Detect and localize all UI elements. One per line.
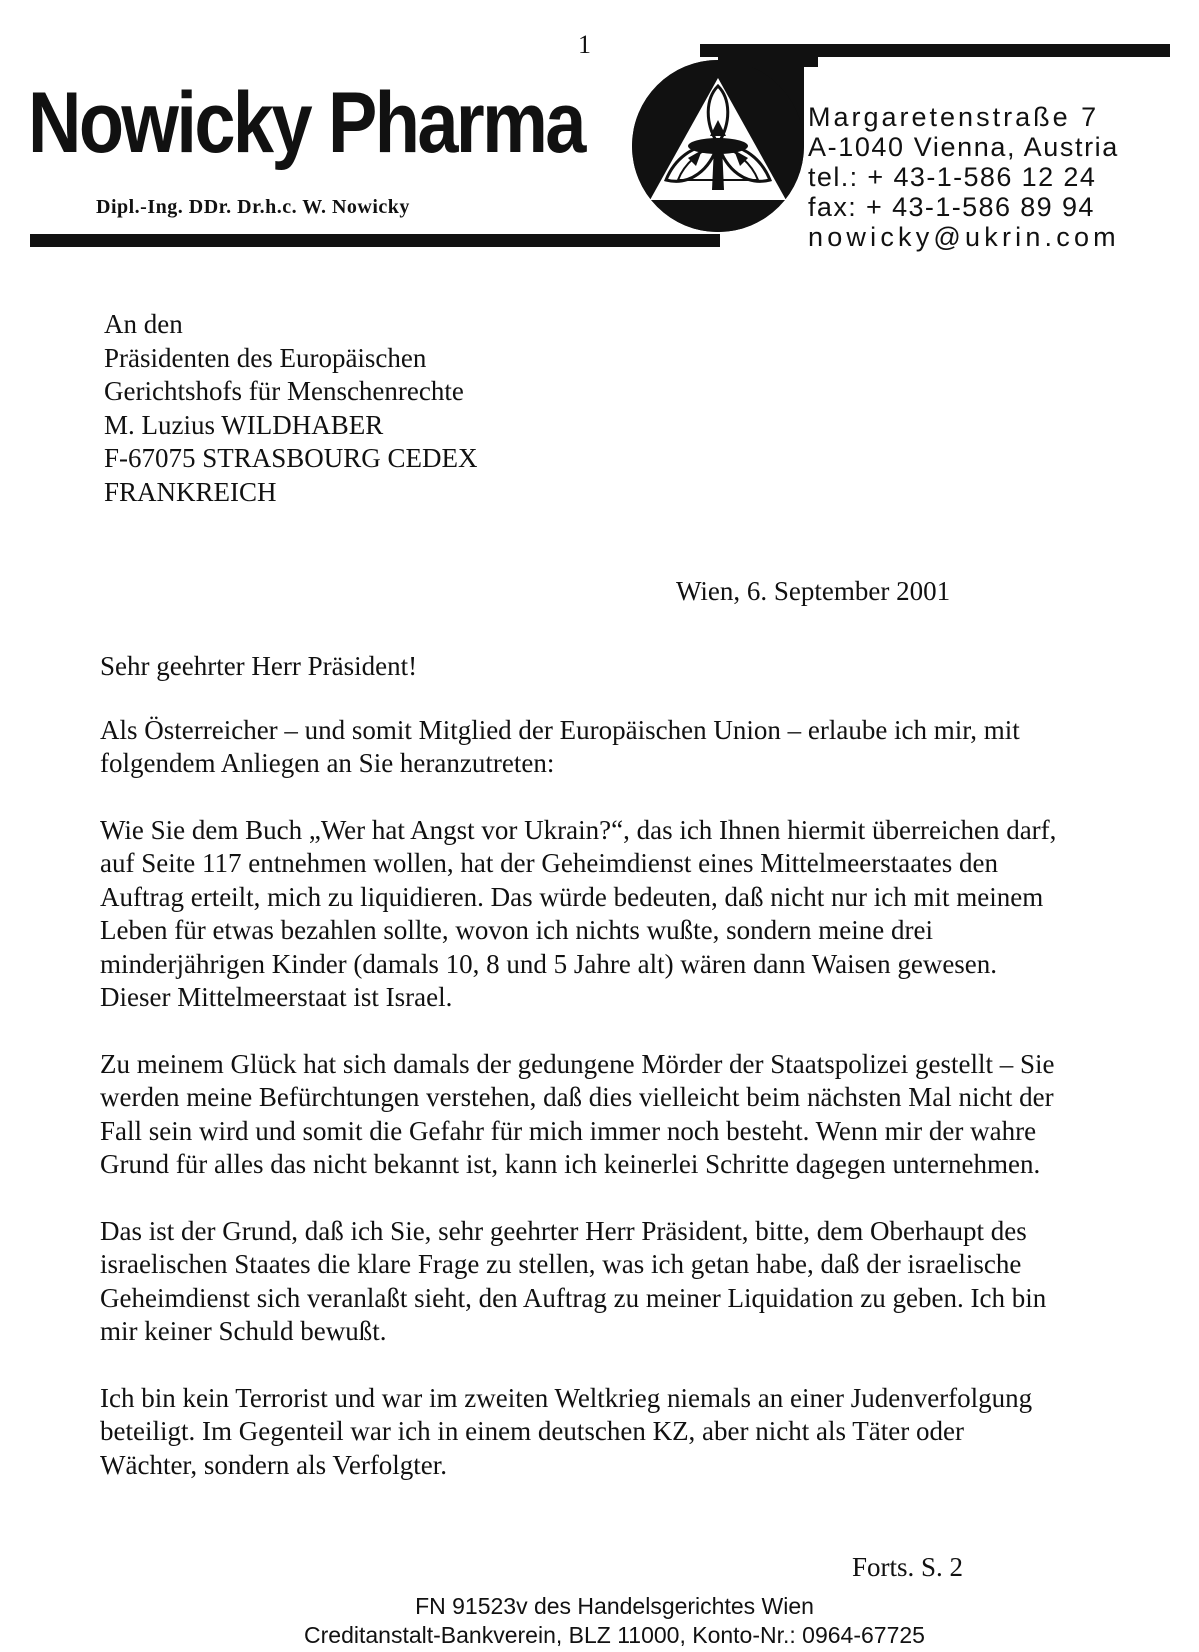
paragraph: Wie Sie dem Buch „Wer hat Angst vor Ukrain?“, das ich Ihnen hiermit überreichen darf, auf Seite 117 entnehmen wollen, hat der Geheimdienst eines Mittelmeerstaates den Auftrag erteilt, mich zu liquidieren. Das würde bedeuten, daß nicht nur ich mit meinem Leben für etwas bezahlen sollte, wovon ich nichts wußte, sondern meine drei minderjährigen Kinder (damals 10, 8 und 5 Jahre alt) wären dann Waisen gewesen. Dieser Mittelmeerstaat ist Israel.: [100, 814, 1057, 1012]
address-street: Margaretenstraße 7: [808, 102, 1100, 132]
recipient-line: Präsidenten des Europäischen: [104, 342, 427, 373]
letter-date: Wien, 6. September 2001: [676, 576, 951, 606]
recipient-address: [104, 308, 478, 509]
paragraph: Ich bin kein Terrorist und war im zweiten Weltkrieg niemals an einer Judenverfolgung beteiligt. Im Gegenteil war ich in einem deutschen KZ, aber nicht als Täter oder Wächter, sondern als Verfolgter.: [100, 1382, 1033, 1480]
owner-name: Dipl.-Ing. DDr. Dr.h.c. W. Nowicky: [96, 196, 410, 218]
triangle-flower-logo-icon: [618, 40, 818, 252]
telephone: tel.: + 43-1-586 12 24: [808, 162, 1097, 192]
recipient-line: F-67075 STRASBOURG CEDEX: [104, 443, 478, 473]
company-name: Nowicky Pharma: [28, 75, 584, 171]
footer-bank: Creditanstalt-Bankverein, BLZ 11000, Konto-Nr.: 0964-67725: [304, 1622, 925, 1648]
address-city: A-1040 Vienna, Austria: [808, 132, 1119, 162]
contact-block: [808, 102, 1120, 252]
recipient-line: FRANKREICH: [104, 476, 277, 507]
continuation-note: Forts. S. 2: [852, 1552, 964, 1582]
footer-registry: FN 91523v des Handelsgerichtes Wien: [415, 1593, 814, 1619]
recipient-line: M. Luzius WILDHABER: [104, 409, 384, 440]
page-number: 1: [578, 30, 591, 59]
salutation: Sehr geehrter Herr Präsident!: [100, 651, 418, 681]
letterhead-bottom-rule: [30, 234, 720, 247]
paragraph: Das ist der Grund, daß ich Sie, sehr geehrter Herr Präsident, bitte, dem Oberhaupt des israelischen Staates die klare Frage zu stellen, was ich getan habe, daß der israelische Geheimdienst sich veranlaßt sieht, den Auftrag zu meiner Liquidation zu geben. Ich bin mir keiner Schuld bewußt.: [100, 1215, 1047, 1346]
fax: fax: + 43-1-586 89 94: [808, 192, 1095, 222]
recipient-line: An den: [104, 309, 183, 339]
email: nowicky@ukrin.com: [808, 222, 1120, 252]
letter-body: [100, 650, 1060, 1515]
recipient-line: Gerichtshofs für Menschenrechte: [104, 376, 464, 406]
paragraph: Zu meinem Glück hat sich damals der gedungene Mörder der Staatspolizei gestellt – Sie werden meine Befürchtungen verstehen, daß dies vielleicht beim nächsten Mal nicht der Fall sein wird und somit die Gefahr für mich immer noch besteht. Wenn mir der wahre Grund für alles das nicht bekannt ist, kann ich keinerlei Schritte dagegen unternehmen.: [100, 1048, 1055, 1179]
paragraph: Als Österreicher – und somit Mitglied der Europäischen Union – erlaube ich mir, mit folgendem Anliegen an Sie heranzutreten:: [100, 714, 1020, 778]
